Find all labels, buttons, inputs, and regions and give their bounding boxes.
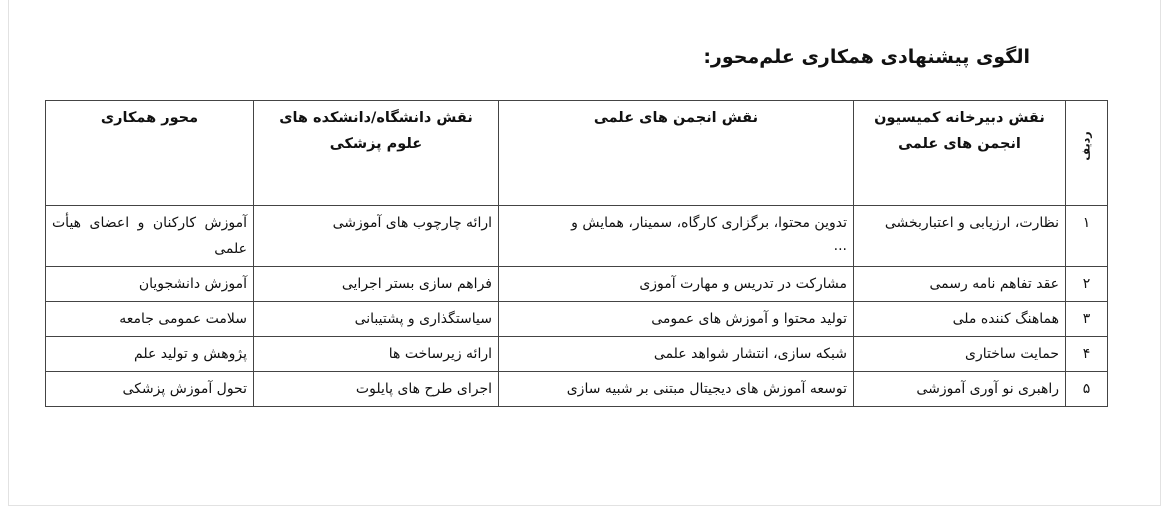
document-title: الگوی پیشنهادی همکاری علم‌محور: — [703, 46, 1030, 68]
societies-role-cell — [499, 206, 854, 267]
row-number: ۴ — [1066, 337, 1108, 372]
cooperation-axis-cell: تحول آموزش پزشکی — [46, 372, 254, 407]
societies-role-cell: مشارکت در تدریس و مهارت آموزی — [499, 267, 854, 302]
societies-role-text: تدوین محتوا، برگزاری کارگاه، سمینار، همایش و — [571, 215, 847, 231]
secretariat-role-cell: حمایت ساختاری — [854, 337, 1066, 372]
societies-role-cell: شبکه سازی، انتشار شواهد علمی — [499, 337, 854, 372]
table-row — [46, 206, 1108, 267]
cooperation-axis-cell: سلامت عمومی جامعه — [46, 302, 254, 337]
table-header-row — [46, 101, 1108, 206]
row-number: ۳ — [1066, 302, 1108, 337]
university-role-cell: ارائه چارچوب های آموزشی — [254, 206, 499, 267]
societies-role-cell: توسعه آموزش های دیجیتال مبتنی بر شبیه سازی — [499, 372, 854, 407]
row-number: ۱ — [1066, 206, 1108, 267]
university-role-cell: سیاستگذاری و پشتیبانی — [254, 302, 499, 337]
cooperation-table — [45, 100, 1108, 407]
table-row — [46, 267, 1108, 302]
header-row-number: ردیف — [1066, 101, 1108, 206]
row-number: ۲ — [1066, 267, 1108, 302]
row-number: ۵ — [1066, 372, 1108, 407]
university-role-cell: ارائه زیرساخت ها — [254, 337, 499, 372]
header-societies-role: نقش انجمن های علمی — [499, 101, 854, 206]
secretariat-role-cell: عقد تفاهم نامه رسمی — [854, 267, 1066, 302]
university-role-cell: فراهم سازی بستر اجرایی — [254, 267, 499, 302]
university-role-cell: اجرای طرح های پایلوت — [254, 372, 499, 407]
header-secretariat-role: نقش دبیرخانه کمیسیون انجمن های علمی — [854, 101, 1066, 206]
table-row — [46, 337, 1108, 372]
cooperation-axis-cell: پژوهش و تولید علم — [46, 337, 254, 372]
header-cooperation-axis: محور همکاری — [46, 101, 254, 206]
cooperation-axis-cell: آموزش دانشجویان — [46, 267, 254, 302]
header-university-role: نقش دانشگاه/دانشکده های علوم پزشکی — [254, 101, 499, 206]
cooperation-axis-cell: آموزش کارکنان و اعضای هیأت علمی — [46, 206, 254, 267]
secretariat-role-cell: نظارت، ارزیابی و اعتباربخشی — [854, 206, 1066, 267]
societies-role-cell: تولید محتوا و آموزش های عمومی — [499, 302, 854, 337]
societies-role-ellipsis: ... — [833, 238, 847, 254]
table-row — [46, 302, 1108, 337]
table-row — [46, 372, 1108, 407]
secretariat-role-cell: هماهنگ کننده ملی — [854, 302, 1066, 337]
secretariat-role-cell: راهبری نو آوری آموزشی — [854, 372, 1066, 407]
